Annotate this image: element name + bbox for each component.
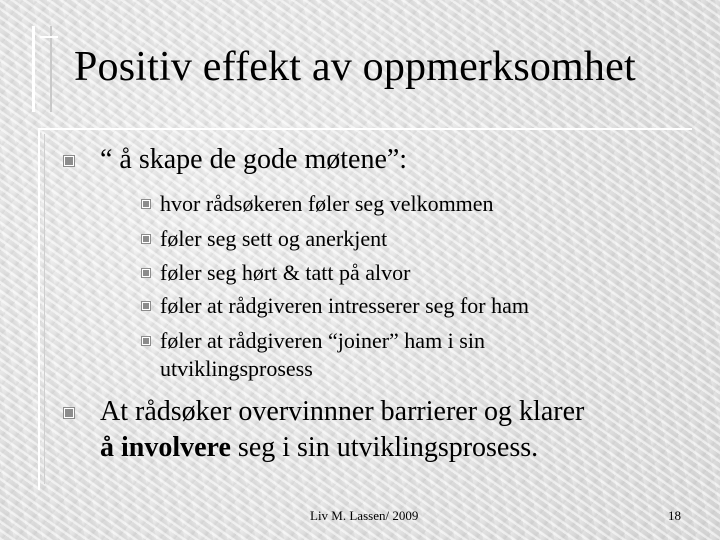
bullet-text-line-1: At rådsøker overvinnner barrierer og klarer (100, 396, 585, 427)
bullet-text-rest: seg i sin utviklingsprosess. (230, 432, 539, 463)
square-bullet-icon (64, 156, 74, 166)
sub-bullet-text: føler at rådgiveren intresserer seg for ham (160, 293, 529, 318)
footer-author: Liv M. Lassen/ 2009 (310, 508, 419, 523)
bullet-text-line-2 (100, 430, 538, 466)
bold-phrase: å involvere (100, 432, 231, 463)
sub-bullet-text: utviklingsprosess (160, 356, 313, 381)
sub-bullet-text: føler seg hørt & tatt på alvor (160, 260, 411, 285)
square-bullet-icon (142, 337, 150, 345)
square-bullet-icon (142, 302, 150, 310)
bullet-text: “ å skape de gode møtene”: (100, 144, 408, 175)
title-frame-accent (40, 36, 58, 38)
square-bullet-icon (142, 269, 150, 277)
sub-bullet-text: føler at rådgiveren “joiner” ham i sin (160, 328, 485, 353)
square-bullet-icon (64, 408, 74, 418)
sub-bullet-text: hvor rådsøkeren føler seg velkommen (160, 191, 494, 216)
content-frame-inner-line (44, 134, 49, 484)
square-bullet-icon (142, 235, 150, 243)
slide-title: Positiv effekt av oppmerksomhet (74, 44, 636, 90)
square-bullet-icon (142, 200, 150, 208)
sub-bullet-text: føler seg sett og anerkjent (160, 226, 388, 251)
title-frame-decoration (32, 26, 52, 112)
page-number: 18 (668, 508, 681, 523)
